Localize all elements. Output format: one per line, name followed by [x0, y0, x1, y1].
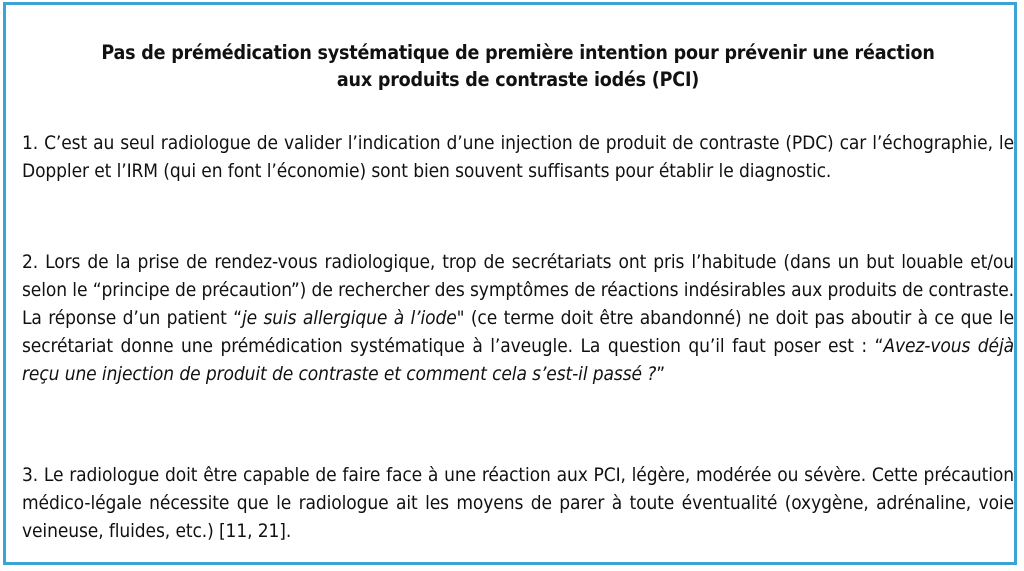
paragraph-2-italic-quote-2: Avez-vous déjà reçu une injection de produit de contraste et comment cela s’est-il passé ?	[22, 335, 1014, 385]
paragraph-3: 3. Le radiologue doit être capable de faire face à une réaction aux PCI, légère, modérée ou sévère. Cette précaution médico-légale nécessite que le radiologue ait les moyens de parer à toute éventualité (oxygène, adrénaline, voie veineuse, fluides, etc.) [11, 21].	[22, 464, 1014, 542]
paragraph-2-text-c: ”	[656, 363, 666, 385]
box-title	[46, 39, 990, 93]
paragraph-2-text-b: " (ce terme doit être abandonné) ne doit pas aboutir à ce que le secrétariat donne une prémédication systématique à l’aveugle. La question qu’il faut poser est : “	[22, 307, 1014, 357]
info-box	[3, 2, 1017, 565]
paragraph-1: 1. C’est au seul radiologue de valider l’indication d’une injection de produit de contraste (PDC) car l’échographie, le Doppler et l’IRM (qui en font l’économie) sont bien souvent suffisants pour établir le diagnostic.	[22, 132, 1014, 182]
box-title-line-2: aux produits de contraste iodés (PCI)	[336, 68, 700, 91]
box-title-line-1: Pas de prémédication systématique de première intention pour prévenir une réaction	[101, 41, 935, 64]
paragraph-2	[22, 248, 1014, 388]
paragraph-2-italic-quote-1: je suis allergique à l’iode	[241, 307, 457, 329]
paragraph-2-text-a: 2. Lors de la prise de rendez-vous radiologique, trop de secrétariats ont pris l’habitude (dans un but louable et/ou selon le “principe de précaution”) de rechercher des symptômes de réactions indésirables aux produits de contraste. La réponse d’un patient “	[22, 251, 1014, 329]
